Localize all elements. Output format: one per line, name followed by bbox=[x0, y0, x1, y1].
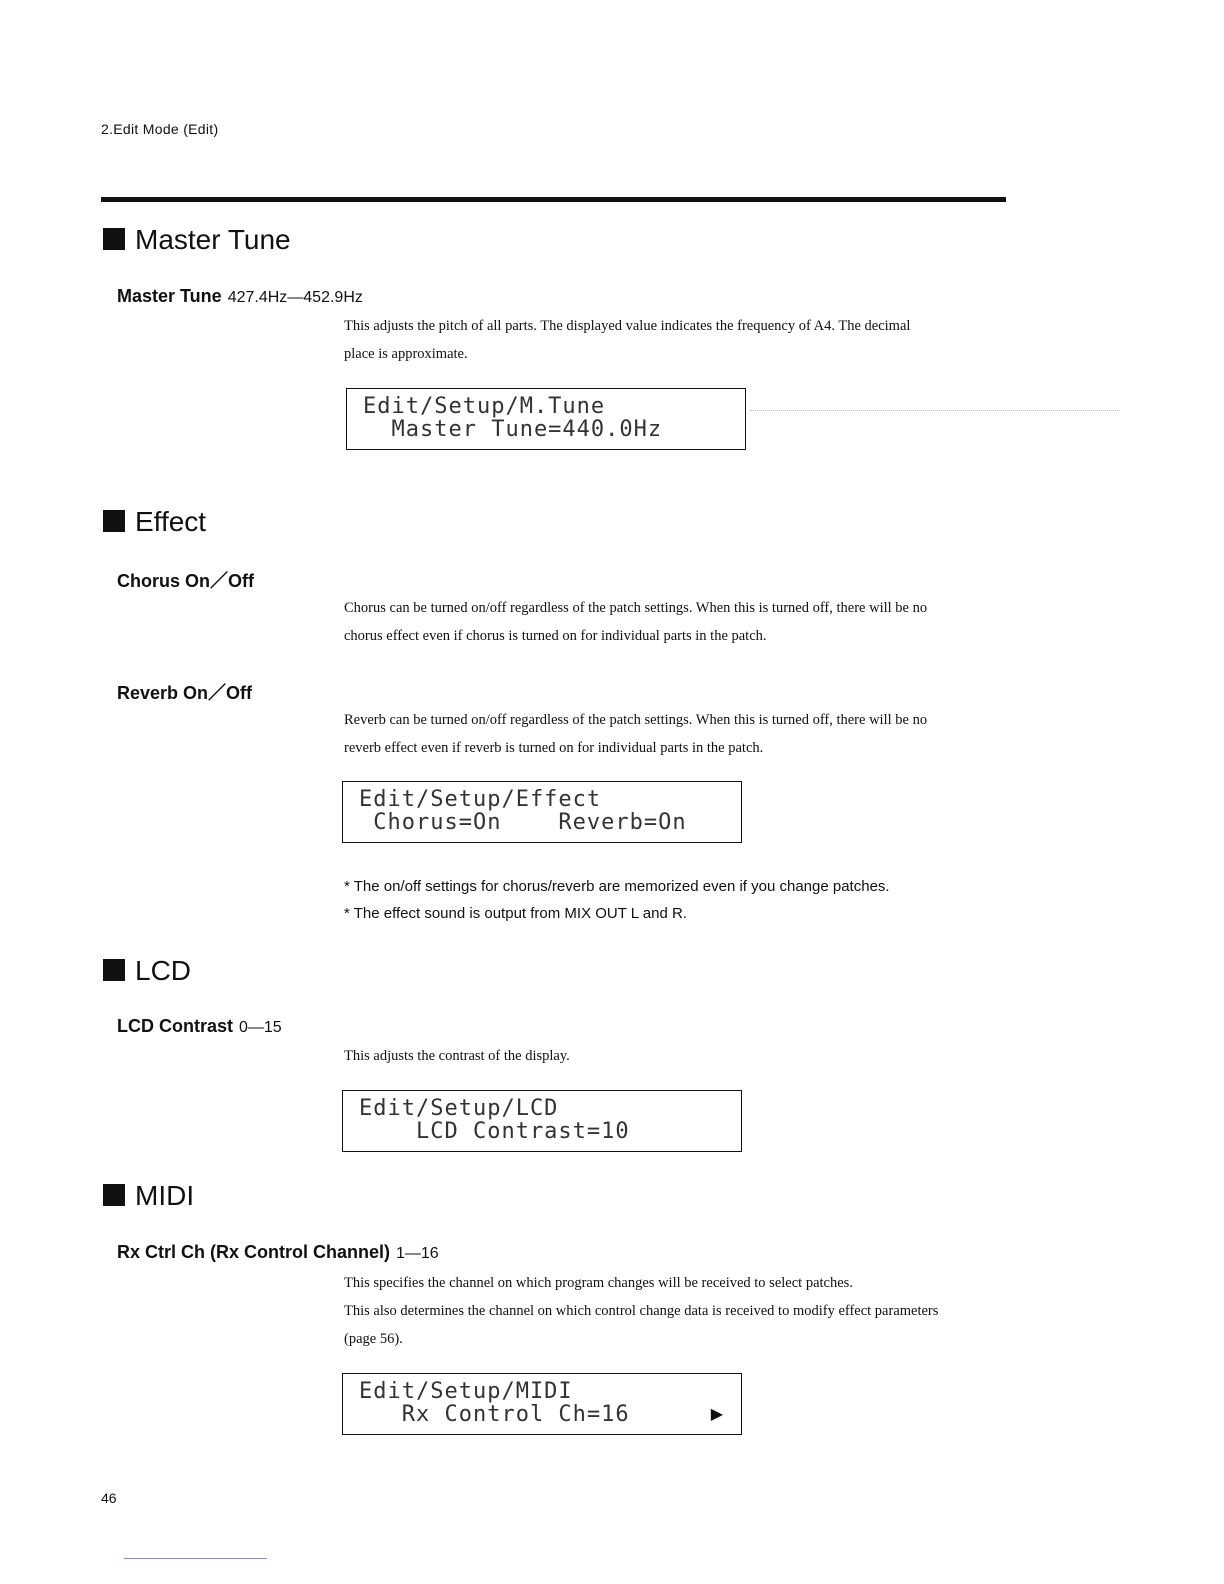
section-title-midi: MIDI bbox=[103, 1179, 194, 1213]
section-bullet-icon bbox=[103, 1184, 125, 1206]
play-arrow-icon: ▶ bbox=[710, 1406, 723, 1423]
note-memorized: * The on/off settings for chorus/reverb are memorized even if you change patches. bbox=[344, 878, 890, 895]
scan-artifact-dots bbox=[750, 410, 1120, 411]
param-rx-ctrl-ch: Rx Ctrl Ch (Rx Control Channel) 1—16 bbox=[117, 1242, 439, 1262]
section-title-effect: Effect bbox=[103, 505, 206, 539]
section-bullet-icon bbox=[103, 228, 125, 250]
lcd-display-lcd: Edit/Setup/LCD LCD Contrast=10 bbox=[342, 1090, 742, 1152]
lcd-display-master-tune: Edit/Setup/M.Tune Master Tune=440.0Hz bbox=[346, 388, 746, 450]
footer-line bbox=[124, 1558, 267, 1559]
section-bullet-icon bbox=[103, 510, 125, 532]
lcd-display-effect: Edit/Setup/Effect Chorus=On Reverb=On bbox=[342, 781, 742, 843]
header-rule bbox=[101, 197, 1006, 202]
desc-chorus: Chorus can be turned on/off regardless of the patch settings. When this is turned off, there will be no chorus effect even if chorus is turned on for individual parts in the patch. bbox=[344, 600, 928, 644]
desc-rx-ctrl-ch: This specifies the channel on which program changes will be received to select patches. This also determines the channel on which control change data is received to modify effect parameters (page 56). bbox=[344, 1275, 939, 1347]
section-title-master-tune: Master Tune bbox=[103, 223, 291, 257]
desc-reverb: Reverb can be turned on/off regardless of the patch settings. When this is turned off, there will be no reverb effect even if reverb is turned on for individual parts in the patch. bbox=[344, 712, 928, 756]
param-lcd-contrast: LCD Contrast 0—15 bbox=[117, 1016, 282, 1036]
lcd-display-midi: Edit/Setup/MIDI Rx Control Ch=16 ▶ bbox=[342, 1373, 742, 1435]
param-chorus: Chorus On／Off bbox=[117, 571, 254, 591]
section-title-lcd: LCD bbox=[103, 954, 191, 988]
param-master-tune: Master Tune 427.4Hz—452.9Hz bbox=[117, 286, 363, 306]
param-reverb: Reverb On／Off bbox=[117, 683, 253, 703]
page-header: 2.Edit Mode (Edit) bbox=[101, 121, 219, 137]
note-output: * The effect sound is output from MIX OUT L and R. bbox=[344, 905, 687, 922]
page-number: 46 bbox=[101, 1490, 117, 1506]
section-bullet-icon bbox=[103, 959, 125, 981]
desc-master-tune: This adjusts the pitch of all parts. The displayed value indicates the frequency of A4. The decimal place is approximate. bbox=[344, 318, 911, 362]
desc-lcd-contrast: This adjusts the contrast of the display. bbox=[344, 1048, 570, 1064]
